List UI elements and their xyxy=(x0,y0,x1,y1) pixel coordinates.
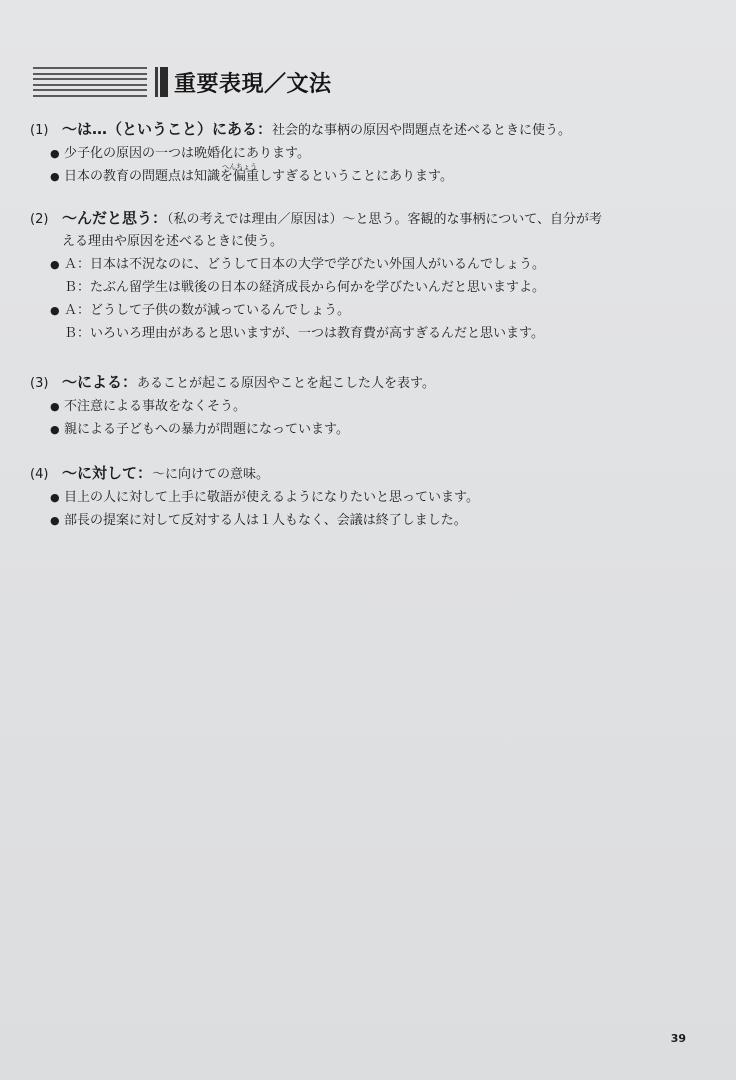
example-text: 親による子どもへの暴力が問題になっています。 xyxy=(64,422,349,437)
example-sentence xyxy=(30,418,700,441)
section-heading xyxy=(30,371,700,395)
grammar-term: 〜は…（ということ）にある： xyxy=(62,120,273,138)
example-text: Ｂ：いろいろ理由があると思いますが、一つは教育費が高すぎるんだと思います。 xyxy=(64,326,544,341)
section-number: (1) xyxy=(30,123,49,138)
example-text-before: 日本の教育の問題点は知識を xyxy=(64,169,234,184)
example-sentence xyxy=(30,165,700,188)
section-heading xyxy=(30,118,700,142)
section-number: (2) xyxy=(30,212,49,227)
grammar-section-4 xyxy=(30,462,700,532)
grammar-description: 社会的な事柄の原因や問題点を述べるときに使う。 xyxy=(272,123,572,138)
example-text-after: 重しすぎるということにあります。 xyxy=(246,169,453,184)
section-number: (3) xyxy=(30,376,49,391)
grammar-section-1 xyxy=(30,118,700,188)
example-text: Ｂ：たぶん留学生は戦後の日本の経済成長から何かを学びたいんだと思いますよ。 xyxy=(64,280,546,295)
page-title: 重要表現／文法 xyxy=(174,71,332,97)
ruby-reading: へんちょう xyxy=(222,163,258,171)
section-number: (4) xyxy=(30,467,49,482)
ruby-base: 偏 xyxy=(233,169,247,184)
example-sentence xyxy=(30,486,700,509)
grammar-term: 〜んだと思う： xyxy=(62,209,168,227)
example-sentence xyxy=(30,276,700,299)
grammar-section-2 xyxy=(30,207,700,345)
bullet-icon: ● xyxy=(50,423,60,436)
grammar-description-continued: える理由や原因を述べるときに使う。 xyxy=(62,234,284,249)
section-heading xyxy=(30,207,700,231)
example-sentence xyxy=(30,142,700,165)
grammar-description: （私の考えでは理由／原因は）〜と思う。客観的な事柄について、自分が考 xyxy=(167,212,602,227)
grammar-description: あることが起こる原因やことを起こした人を表す。 xyxy=(137,376,435,391)
example-text: 不注意による事故をなくそう。 xyxy=(64,399,247,414)
page-number: 39 xyxy=(670,1032,686,1045)
bullet-icon: ● xyxy=(50,304,60,317)
bullet-icon: ● xyxy=(50,491,60,504)
example-text: 少子化の原因の一つは晩婚化にあります。 xyxy=(64,146,310,161)
ruby-annotation xyxy=(222,163,258,188)
section-heading xyxy=(30,462,700,486)
example-text: Ａ：日本は不況なのに、どうして日本の大学で学びたい外国人がいるんでしょう。 xyxy=(64,257,546,272)
header-stripes xyxy=(33,67,147,97)
example-sentence xyxy=(30,395,700,418)
bullet-icon: ● xyxy=(50,147,60,160)
example-sentence xyxy=(30,322,700,345)
header-bar-thick xyxy=(160,67,168,97)
bullet-icon: ● xyxy=(50,514,60,527)
bullet-icon: ● xyxy=(50,258,60,271)
grammar-section-3 xyxy=(30,371,700,441)
example-sentence xyxy=(30,509,700,532)
grammar-term: 〜による： xyxy=(62,373,138,391)
bullet-icon: ● xyxy=(50,170,60,183)
example-text: 部長の提案に対して反対する人は１人もなく、会議は終了しました。 xyxy=(64,513,467,528)
header-bar-thin xyxy=(155,67,158,97)
example-text: 目上の人に対して上手に敬語が使えるようになりたいと思っています。 xyxy=(64,490,479,505)
bullet-icon: ● xyxy=(50,400,60,413)
section-header xyxy=(33,62,332,102)
example-sentence xyxy=(30,253,700,276)
grammar-description: 〜に向けての意味。 xyxy=(152,467,270,482)
example-text: Ａ：どうして子供の数が減っているんでしょう。 xyxy=(64,303,351,318)
example-sentence xyxy=(30,299,700,322)
grammar-term: 〜に対して： xyxy=(62,464,153,482)
